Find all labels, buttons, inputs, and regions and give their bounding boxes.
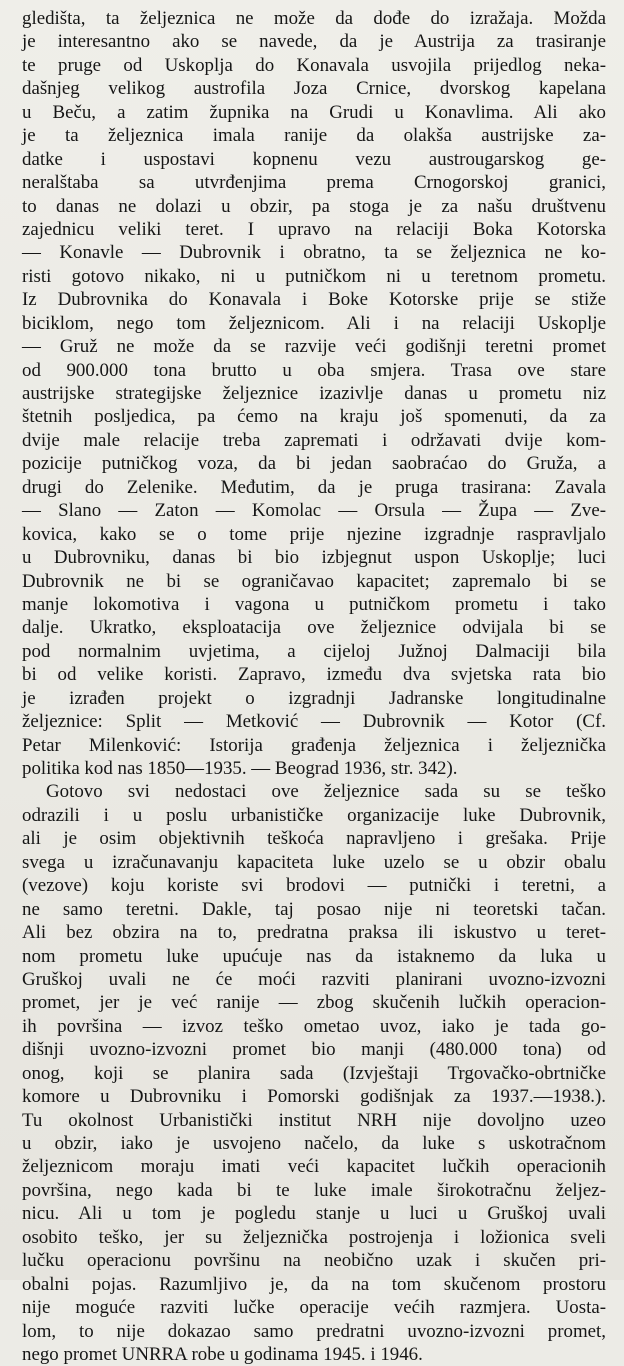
text-line: nicu. Ali u tom je pogledu stanje u luci u Gruškoj uvali bbox=[22, 1203, 606, 1225]
text-line: je ta željeznica imala ranije da olakša austrijske za- bbox=[22, 125, 606, 147]
text-line: drugi do Zelenike. Međutim, da je pruga trasirana: Zavala bbox=[22, 476, 606, 498]
text-line: obalni pojas. Razumljivo je, da na tom skučenom prostoru bbox=[22, 1273, 606, 1295]
text-line: u Dubrovniku, danas bi bio izbjegnut uspon Uskoplje; luci bbox=[22, 547, 606, 569]
text-line: površina, nego kada bi te luke imale širokotračnu željez- bbox=[22, 1179, 606, 1201]
text-line: je izrađen projekt o izgradnji Jadranske longitudinalne bbox=[22, 687, 606, 709]
text-line: — Slano — Zaton — Komolac — Orsula — Župa — Zve- bbox=[22, 500, 606, 522]
text-line: bi od velike koristi. Zapravo, između dva svjetska rata bio bbox=[22, 664, 606, 686]
text-line: manje lokomotiva i vagona u putničkom prometu i tako bbox=[22, 593, 606, 615]
text-line: ih površina — izvoz teško ometao uvoz, iako je tada go- bbox=[22, 1015, 606, 1037]
text-line: Gotovo svi nedostaci ove željeznice sada su se teško bbox=[46, 781, 606, 803]
text-line: Tu okolnost Urbanistički institut NRH nije dovoljno uzeo bbox=[22, 1109, 606, 1131]
text-line: dišnji uvozno-izvozni promet bio manji (480.000 tona) od bbox=[22, 1039, 606, 1061]
text-line: to danas ne dolazi u obzir, pa stoga je za našu društvenu bbox=[22, 195, 606, 217]
text-line: neralštaba sa utvrđenjima prema Crnogorskoj granici, bbox=[22, 172, 606, 194]
text-line: ali je osim objektivnih teškoća napravljeno i grešaka. Prije bbox=[22, 828, 606, 850]
text-line: politika kod nas 1850—1935. — Beograd 1936, str. 342). bbox=[22, 758, 458, 779]
text-line: promet, jer je već ranije — zbog skučenih lučkih operacion- bbox=[22, 992, 606, 1014]
text-line: kovica, kako se o tome prije njezine izgradnje raspravljalo bbox=[22, 523, 606, 545]
text-line: nego promet UNRRA robe u godinama 1945. i 1946. bbox=[22, 1343, 423, 1365]
text-line: štetnih posljedica, pa ćemo na kraju još spomenuti, da za bbox=[22, 406, 606, 428]
text-line: te pruge od Uskoplja do Konavala usvojila prijedlog neka- bbox=[22, 54, 606, 76]
text-line: Iz Dubrovnika do Konavala i Boke Kotorske prije se stiže bbox=[22, 289, 606, 311]
text-line: Ali bez obzira na to, predratna praksa ili iskustvo u teret- bbox=[22, 922, 606, 944]
text-line: željeznice: Split — Metković — Dubrovnik — Kotor (Cf. bbox=[22, 711, 606, 733]
text-line: Dubrovnik ne bi se ograničavao kapacitet; zapremalo bi se bbox=[22, 570, 606, 592]
text-line: nije moguće razviti lučke operacije većih razmjera. Uosta- bbox=[22, 1297, 606, 1319]
text-line: od 900.000 tona brutto u oba smjera. Trasa ove stare bbox=[22, 359, 606, 381]
text-line: risti gotovo nikako, ni u putničkom ni u teretnom prometu. bbox=[22, 265, 606, 287]
paragraph-2 bbox=[22, 780, 606, 1366]
paragraph-1 bbox=[22, 7, 606, 780]
text-line: zajednicu veliki teret. I upravo na relaciji Boka Kotorska bbox=[22, 218, 606, 240]
text-line: željeznicom moraju imati veći kapacitet lučkih operacionih bbox=[22, 1156, 606, 1178]
text-line: biciklom, nego tom željeznicom. Ali i na relaciji Uskoplje bbox=[22, 312, 606, 334]
text-line: u Beču, a zatim župnika na Grudi u Konavlima. Ali ako bbox=[22, 101, 606, 123]
text-line: lučku operacionu površinu na neobično uzak i skučen pri- bbox=[22, 1250, 606, 1272]
text-line: Petar Milenković: Istorija građenja željeznica i željeznička bbox=[22, 734, 606, 756]
text-column bbox=[22, 7, 606, 1366]
text-line: pozicije putničkog voza, da bi jedan saobraćao do Gruža, a bbox=[22, 453, 606, 475]
text-line: dalje. Ukratko, eksploatacija ove željeznice odvijala bi se bbox=[22, 617, 606, 639]
text-line: dašnjeg velikog austrofila Joza Crnice, dvorskog kapelana bbox=[22, 78, 606, 100]
text-line: u obzir, iako je usvojeno načelo, da luke s uskotračnom bbox=[22, 1133, 606, 1154]
text-line: dvije male relacije treba zaprematі i održavati dvije kom- bbox=[22, 429, 606, 451]
text-line: osobito teško, jer su željeznička postrojenja i ložionica sveli bbox=[22, 1226, 606, 1248]
text-line: svega u izračunavanju kapaciteta luke uzelo se u obzir obalu bbox=[22, 851, 606, 873]
text-line: je interesantno ako se navede, da je Austrija za trasiranje bbox=[22, 31, 606, 53]
text-line: gledišta, ta željeznica ne može da dođe do izražaja. Možda bbox=[22, 8, 606, 29]
text-line: Gruškoj uvali ne će moći razviti planirani uvozno-izvozni bbox=[22, 968, 606, 990]
text-line: austrijske strategijske željeznice izazivlje danas u prometu niz bbox=[22, 383, 606, 404]
text-line: ne samo teretni. Dakle, taj posao nije ni teoretski tačan. bbox=[22, 898, 606, 920]
text-line: — Gruž ne može da se razvije veći godišnji teretni promet bbox=[22, 336, 606, 358]
text-line: onog, koji se planira sada (Izvještaji Trgovačko-obrtničke bbox=[22, 1062, 606, 1084]
text-line: — Konavle — Dubrovnik i obratno, ta se željeznica ne ko- bbox=[22, 242, 606, 264]
text-line: nom prometu luke upućuje nas da istaknemo da luka u bbox=[22, 945, 606, 967]
text-line: odrazili i u poslu urbanističke organizacije luke Dubrovnik, bbox=[22, 804, 606, 826]
text-line: datke i uspostavi kopnenu vezu austrougarskog ge- bbox=[22, 148, 606, 170]
text-line: pod normalnim uvjetima, a cijeloj Južnoj Dalmaciji bila bbox=[22, 640, 606, 662]
text-line: komore u Dubrovniku i Pomorski godišnjak za 1937.—1938.). bbox=[22, 1086, 606, 1108]
text-line: lom, to nije dokazao samo predratni uvozno-izvozni promet, bbox=[22, 1320, 606, 1342]
text-line: (vezove) koju koriste svi brodovi — putnički i teretni, a bbox=[22, 875, 606, 897]
